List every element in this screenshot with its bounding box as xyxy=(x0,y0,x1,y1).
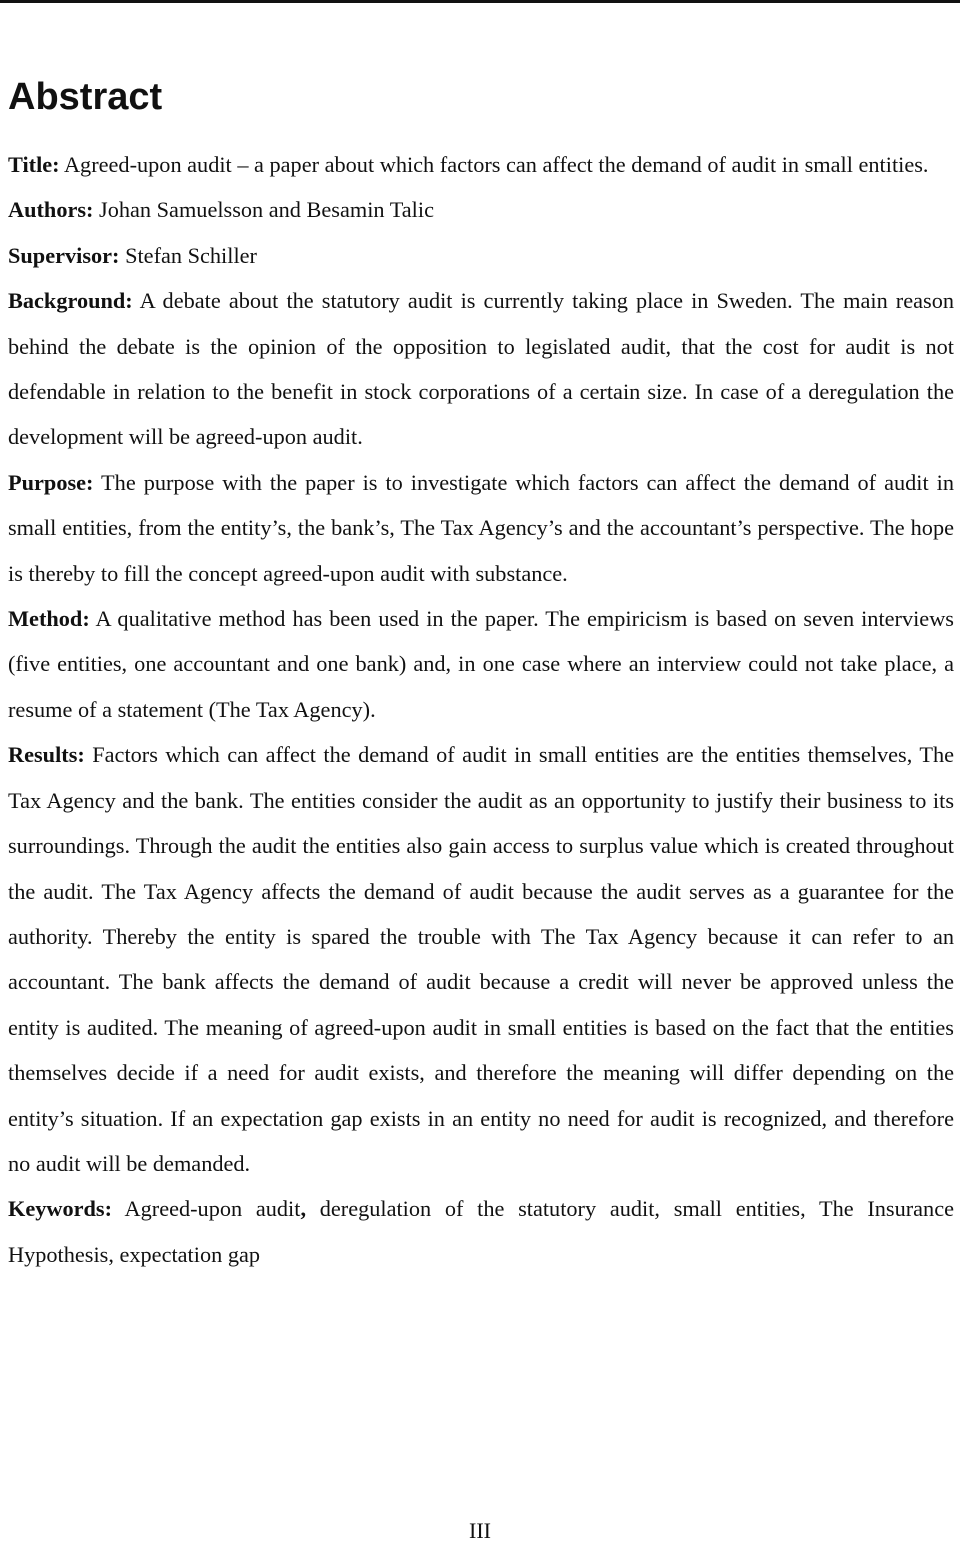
page-number: III xyxy=(469,1518,491,1543)
results-label: Results: xyxy=(8,742,85,768)
abstract-body xyxy=(8,142,954,1277)
method-paragraph xyxy=(8,596,954,732)
purpose-text: The purpose with the paper is to investigate which factors can affect the demand of audit in small entities, from the entity’s, the bank’s, The Tax Agency’s and the accountant’s perspective. The hope is thereby to fill the concept agreed-upon audit with substance. xyxy=(8,469,954,586)
keywords-comma: , xyxy=(300,1196,307,1222)
authors-label: Authors: xyxy=(8,197,94,223)
supervisor-label: Supervisor: xyxy=(8,242,120,268)
keywords-text-before: Agreed-upon audit xyxy=(112,1196,301,1222)
background-label: Background: xyxy=(8,288,133,314)
supervisor-paragraph xyxy=(8,233,954,278)
supervisor-text: Stefan Schiller xyxy=(119,242,257,268)
method-label: Method: xyxy=(8,606,90,632)
purpose-label: Purpose: xyxy=(8,469,94,495)
title-label: Title: xyxy=(8,152,60,177)
results-text: Factors which can affect the demand of audit in small entities are the entities themselves, The Tax Agency and the bank. The entities consider the audit as an opportunity to justify their business to its surroundings. Through the audit the entities also gain access to surplus value which is created throughout the audit. The Tax Agency affects the demand of audit because the audit serves as a guarantee for the authority. Thereby the entity is spared the trouble with The Tax Agency because it can refer to an accountant. The bank affects the demand of audit because a credit will never be approved unless the entity is audited. The meaning of agreed-upon audit in small entities is based on the fact that the entities themselves decide if a need for audit exists, and therefore the meaning will differ depending on the entity’s situation. If an expectation gap exists in an entity no need for audit is recognized, and therefore no audit will be demanded. xyxy=(8,742,954,1176)
keywords-label: Keywords: xyxy=(8,1196,113,1222)
title-text: Agreed-upon audit – a paper about which factors can affect the demand of audit in small entities. xyxy=(59,152,929,177)
method-text: A qualitative method has been used in the paper. The empiricism is based on seven interviews (five entities, one accountant and one bank) and, in one case where an interview could not take place, a resume of a statement (The Tax Agency). xyxy=(8,606,954,722)
results-paragraph xyxy=(8,732,954,1186)
purpose-paragraph xyxy=(8,460,954,596)
keywords-paragraph xyxy=(8,1186,954,1277)
top-rule xyxy=(0,0,960,3)
authors-paragraph xyxy=(8,187,954,232)
page-heading: Abstract xyxy=(8,76,163,118)
title-paragraph xyxy=(8,142,954,187)
keywords-text-after: deregulation of the statutory audit, small entities, The Insurance Hypothesis, expectation gap xyxy=(8,1196,955,1267)
authors-text: Johan Samuelsson and Besamin Talic xyxy=(93,197,434,223)
background-paragraph xyxy=(8,278,954,460)
background-text: A debate about the statutory audit is currently taking place in Sweden. The main reason behind the debate is the opinion of the opposition to legislated audit, that the cost for audit is not defendable in relation to the benefit in stock corporations of a certain size. In case of a deregulation the development will be agreed-upon audit. xyxy=(8,288,954,450)
